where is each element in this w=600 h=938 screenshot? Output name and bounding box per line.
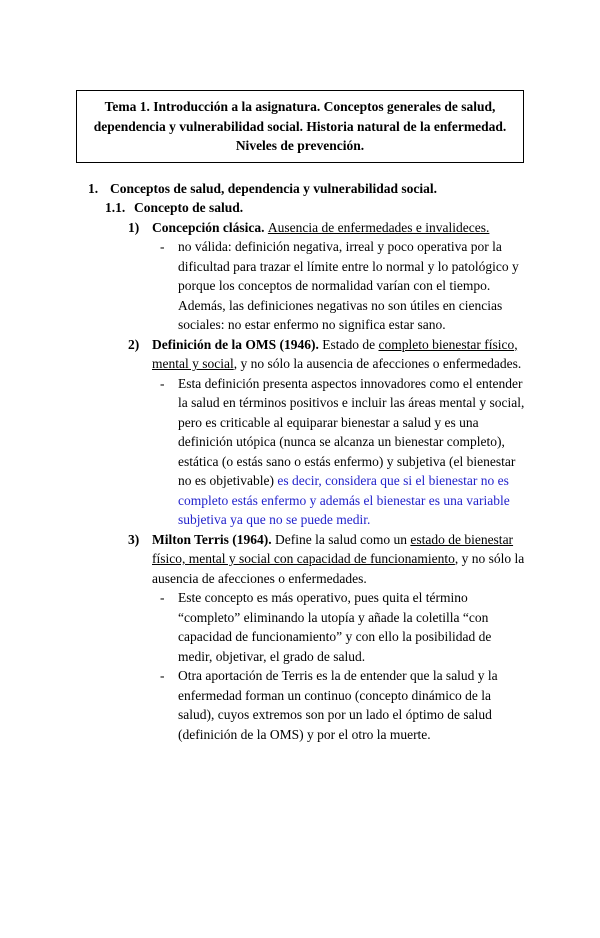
subsection-title: Concepto de salud. xyxy=(134,200,244,215)
section-heading xyxy=(88,179,528,199)
list-item-2-sub-1-black: Esta definición presenta aspectos innovadores como el entender la salud en términos positivos e incluir las áreas mental y social, pero es criticable al equiparar bienestar a salud y es una definición utópica (nunca se alcanza un bienestar completo), estática (o estás sano o estás enfermo) y subjetiva (el bienestar no es objetivable) xyxy=(178,375,525,488)
list-item-2-lead-underline: completo bienestar físico, mental y social xyxy=(152,336,518,371)
document-body xyxy=(88,179,528,745)
list-item-1-lead-bold: Concepción clásica. xyxy=(152,219,268,235)
list-item-3 xyxy=(128,530,528,589)
list-item-1-sub-1 xyxy=(160,237,528,335)
list-item-1-number: 1) xyxy=(128,219,140,235)
list-item-3-lead-underline: estado de bienestar físico, mental y social con capacidad de funcionamiento xyxy=(152,531,514,566)
list-item-2-lead-normal-2: , y no sólo la ausencia de afecciones o enfermedades. xyxy=(233,356,522,371)
list-item-3-sub-1 xyxy=(160,588,528,666)
list-item-2-number: 2) xyxy=(128,336,140,352)
subsection-heading xyxy=(105,198,528,218)
list-item-1-lead-underline: Ausencia de enfermedades e invalideces. xyxy=(267,219,490,235)
list-item-3-number: 3) xyxy=(128,531,140,547)
list-item-3-sub-2 xyxy=(160,666,528,744)
section-title: Conceptos de salud, dependencia y vulnerabilidad social. xyxy=(110,180,438,196)
document-page xyxy=(0,90,600,938)
section-number: 1. xyxy=(88,180,99,196)
list-item-3-lead-normal-1: Define la salud como un xyxy=(275,531,411,547)
list-item-3-sub-2-text: Otra aportación de Terris es la de entender que la salud y la enfermedad forman un continuo (concepto dinámico de la salud), cuyos extremos son por un lado el óptimo de salud (definición de la OMS) y por el otro la muerte. xyxy=(178,668,498,742)
list-item-2-sub-1-blue: es decir, considera que si el bienestar no es completo estás enfermo y además el bienestar es una variable subjetiva ya que no se puede medir. xyxy=(178,473,510,527)
list-item-2-text xyxy=(152,335,528,374)
dash-bullet: - xyxy=(160,375,165,391)
dash-bullet: - xyxy=(160,239,165,254)
dash-bullet: - xyxy=(160,668,165,683)
list-item-3-lead-bold: Milton Terris (1964). xyxy=(152,531,275,547)
dash-bullet: - xyxy=(160,590,165,605)
list-item-2-sub-1 xyxy=(160,374,528,530)
list-item-3-lead-normal-2: , y no sólo la ausencia de afecciones o enfermedades. xyxy=(152,551,525,586)
list-item-1 xyxy=(128,218,528,238)
subsection-number: 1.1. xyxy=(105,200,126,215)
list-item-3-text xyxy=(152,530,528,589)
list-item-2-lead-normal-1: Estado de xyxy=(322,336,379,352)
list-item-1-text xyxy=(152,218,528,238)
list-item-2-lead-bold: Definición de la OMS (1946). xyxy=(152,336,323,352)
list-item-1-sub-1-text: no válida: definición negativa, irreal y poco operativa por la dificultad para trazar el límite entre lo normal y lo patológico y porque los conceptos de normalidad varían con el tiempo. Además, las definiciones negativas no son útiles en ciencias sociales: no estar enfermo no significa estar sano. xyxy=(178,239,519,332)
list-item-2 xyxy=(128,335,528,374)
list-item-3-sub-1-text: Este concepto es más operativo, pues quita el término “completo” eliminando la utopía y añade la coletilla “con capacidad de funcionamiento” y con ello la posibilidad de medir, objetivar, el grado de salud. xyxy=(178,590,492,664)
title-box xyxy=(76,90,524,163)
list-item-2-sub-1-text xyxy=(178,374,528,530)
document-title: Tema 1. Introducción a la asignatura. Conceptos generales de salud, dependencia y vulnerabilidad social. Historia natural de la enfermedad. Niveles de prevención. xyxy=(93,99,507,153)
